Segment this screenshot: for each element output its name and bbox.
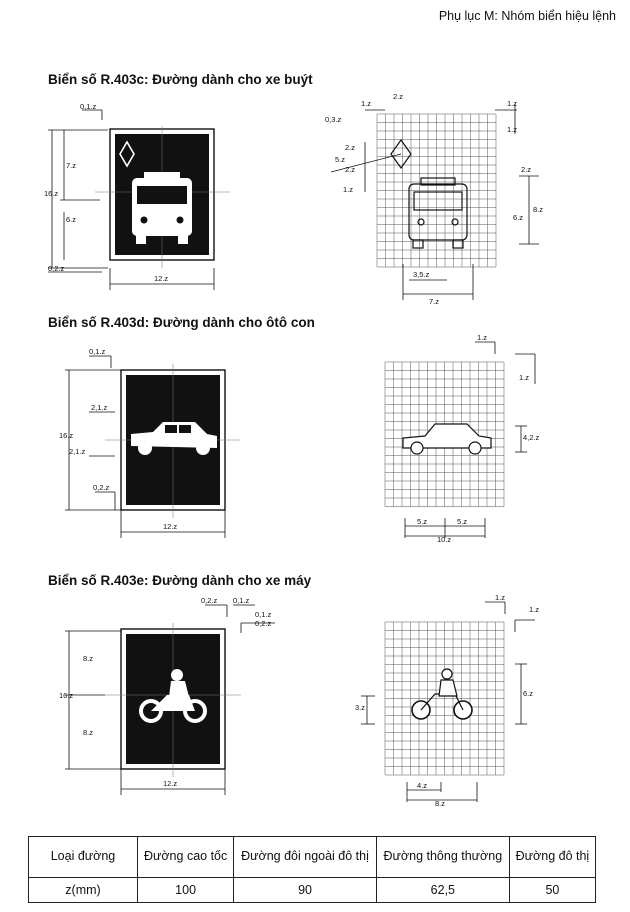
dim-label: 0,1.z xyxy=(233,596,250,605)
construction-grid xyxy=(385,622,504,775)
table-cell: 50 xyxy=(509,878,595,903)
table-row xyxy=(29,878,596,903)
dim-label: 8.z xyxy=(83,654,94,663)
dim-label: 1.z xyxy=(529,605,540,614)
dim-label: 8.z xyxy=(533,205,544,214)
table-header-cell: Đường cao tốc xyxy=(138,837,234,878)
dim-label: 8.z xyxy=(435,799,446,808)
dim-label: 16.z xyxy=(59,431,74,440)
dim-label: 2.z xyxy=(393,92,404,101)
table-header-cell: Đường thông thường xyxy=(376,837,509,878)
section-title-motorbike: Biển số R.403e: Đường dành cho xe máy xyxy=(48,573,312,588)
dim-label: 2,1.z xyxy=(69,447,86,456)
dim-label: 4.z xyxy=(417,781,428,790)
dim-label: 2,1.z xyxy=(91,403,108,412)
table-header-row xyxy=(29,837,596,878)
dim-label: 2.z xyxy=(521,165,532,174)
table-cell: 62,5 xyxy=(376,878,509,903)
dim-label: 0,1.z xyxy=(80,102,97,111)
dim-label: 16.z xyxy=(44,189,59,198)
motorbike-grid-drawing xyxy=(355,592,555,807)
dim-label: 0,3.z xyxy=(325,115,342,124)
dim-label: 6.z xyxy=(513,213,524,222)
table-cell: z(mm) xyxy=(29,878,138,903)
dim-label: 1.z xyxy=(507,99,518,108)
dim-label: 10.z xyxy=(437,535,452,544)
dim-label: 1.z xyxy=(495,593,506,602)
dim-label: 8.z xyxy=(83,728,94,737)
dim-label: 0,1.z xyxy=(89,347,106,356)
dim-label: 5.z xyxy=(417,517,428,526)
dim-label: 1.z xyxy=(507,125,518,134)
dim-label: 1.z xyxy=(519,373,530,382)
table-header-cell: Loại đường xyxy=(29,837,138,878)
dim-label: 5.z xyxy=(457,517,468,526)
dim-label: 1.z xyxy=(343,185,354,194)
table-cell: 90 xyxy=(234,878,377,903)
dim-label: 12.z xyxy=(163,779,178,788)
bus-sign-drawing xyxy=(40,100,240,295)
bus-grid-drawing xyxy=(325,92,555,307)
dim-label: 1.z xyxy=(477,333,488,342)
section-title-car: Biển số R.403d: Đường dành cho ôtô con xyxy=(48,315,315,330)
dim-label: 7.z xyxy=(429,297,440,306)
car-grid-drawing xyxy=(375,334,565,544)
dim-label: 16.z xyxy=(59,691,74,700)
dim-label: 7.z xyxy=(66,161,77,170)
dim-label: 12.z xyxy=(154,274,169,283)
car-sign-drawing xyxy=(55,342,255,542)
dim-label: 3.z xyxy=(355,703,366,712)
construction-grid xyxy=(377,114,496,267)
dim-label: 3,5.z xyxy=(413,270,430,279)
dim-label: 0,2.z xyxy=(255,619,272,628)
dim-label: 2.z xyxy=(345,143,356,152)
motorbike-sign-drawing xyxy=(55,595,285,800)
dim-label: 1.z xyxy=(361,99,372,108)
z-value-table xyxy=(28,836,596,903)
dim-label: 0,2.z xyxy=(48,264,65,273)
dim-label: 12.z xyxy=(163,522,178,531)
table-header-cell: Đường đôi ngoài đô thị xyxy=(234,837,377,878)
dim-label: 0,1.z xyxy=(255,610,272,619)
table-cell: 100 xyxy=(138,878,234,903)
dim-label: 4,2.z xyxy=(523,433,540,442)
dim-label: 6.z xyxy=(523,689,534,698)
section-title-bus: Biển số R.403c: Đường dành cho xe buýt xyxy=(48,72,313,87)
dim-label: 0,2.z xyxy=(93,483,110,492)
table-header-cell: Đường đô thị xyxy=(509,837,595,878)
dim-label: 5.z xyxy=(335,155,346,164)
dim-label: 0,2.z xyxy=(201,596,218,605)
appendix-header: Phụ lục M: Nhóm biển hiệu lệnh xyxy=(438,9,616,23)
dim-label: 2.z xyxy=(345,165,356,174)
dim-label: 6.z xyxy=(66,215,77,224)
